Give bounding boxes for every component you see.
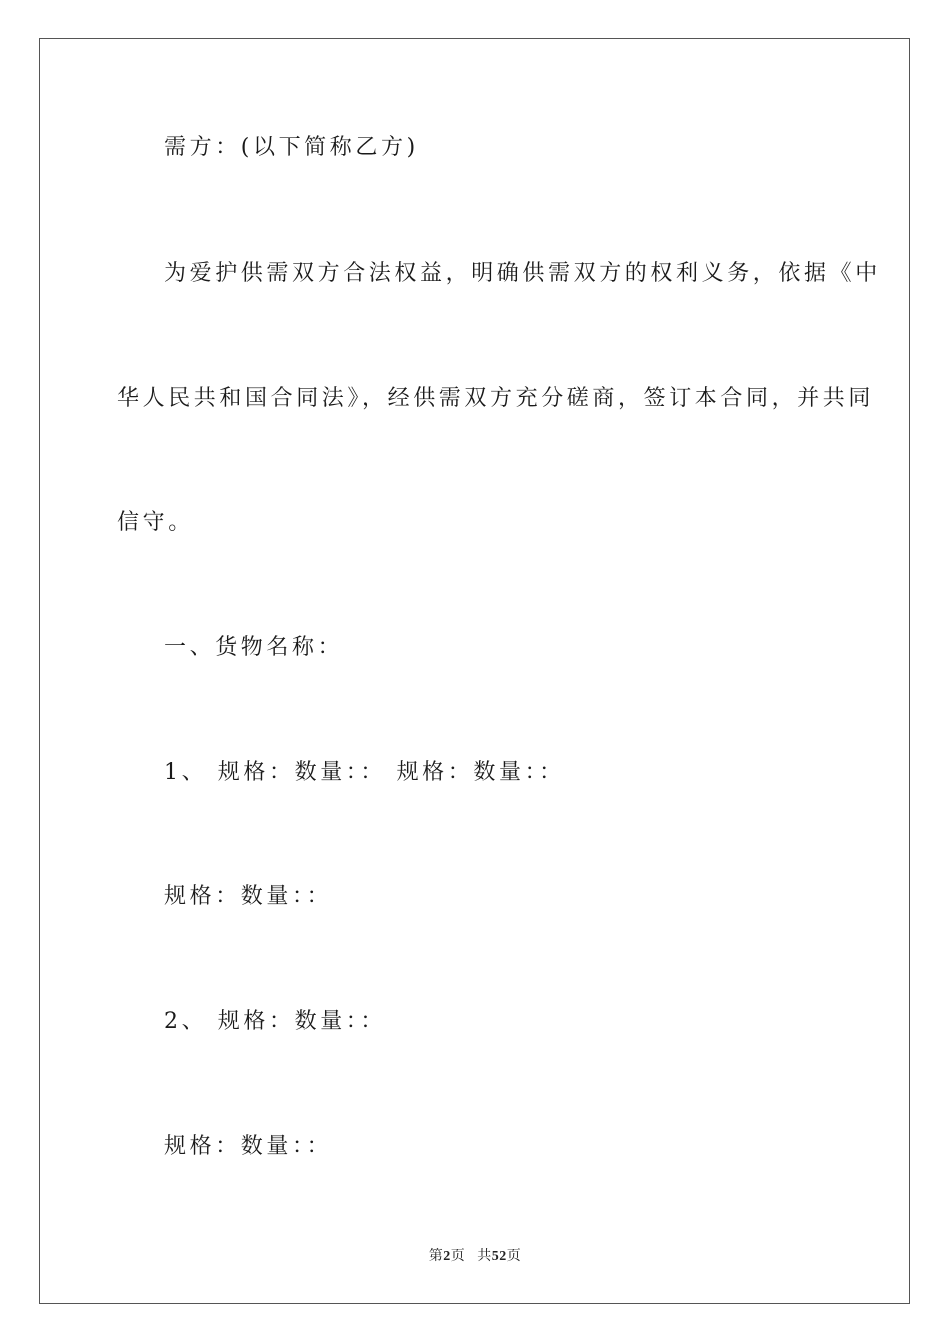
- footer-total-pages: 52: [491, 1249, 507, 1264]
- section-heading-goods-name: 一、货物名称：: [164, 635, 344, 660]
- footer-total-prefix: 共: [477, 1249, 492, 1264]
- footer-page-suffix: 页: [450, 1249, 466, 1264]
- footer-page-prefix: 第: [428, 1249, 444, 1264]
- footer-total-suffix: 页: [506, 1249, 522, 1264]
- item-2-spec-line: 2、 规格：数量：：: [164, 1009, 386, 1034]
- item-1-spec-line-2: 规格：数量：：: [164, 884, 333, 909]
- buyer-line: 需方：(以下简称乙方): [164, 135, 419, 160]
- item-1-spec-line: 1、 规格：数量：： 规格：数量：：: [164, 760, 565, 785]
- page-footer: [0, 1248, 950, 1266]
- page-border: [39, 38, 910, 1304]
- paragraph-line-1: 为爱护供需双方合法权益，明确供需双方的权利义务，依据《中: [164, 261, 881, 286]
- footer-page-number: 2: [443, 1249, 451, 1264]
- paragraph-line-2: 华人民共和国合同法》，经供需双方充分磋商，签订本合同，并共同: [117, 386, 875, 411]
- item-2-spec-line-2: 规格：数量：：: [164, 1134, 333, 1159]
- paragraph-line-3: 信守。: [117, 510, 194, 535]
